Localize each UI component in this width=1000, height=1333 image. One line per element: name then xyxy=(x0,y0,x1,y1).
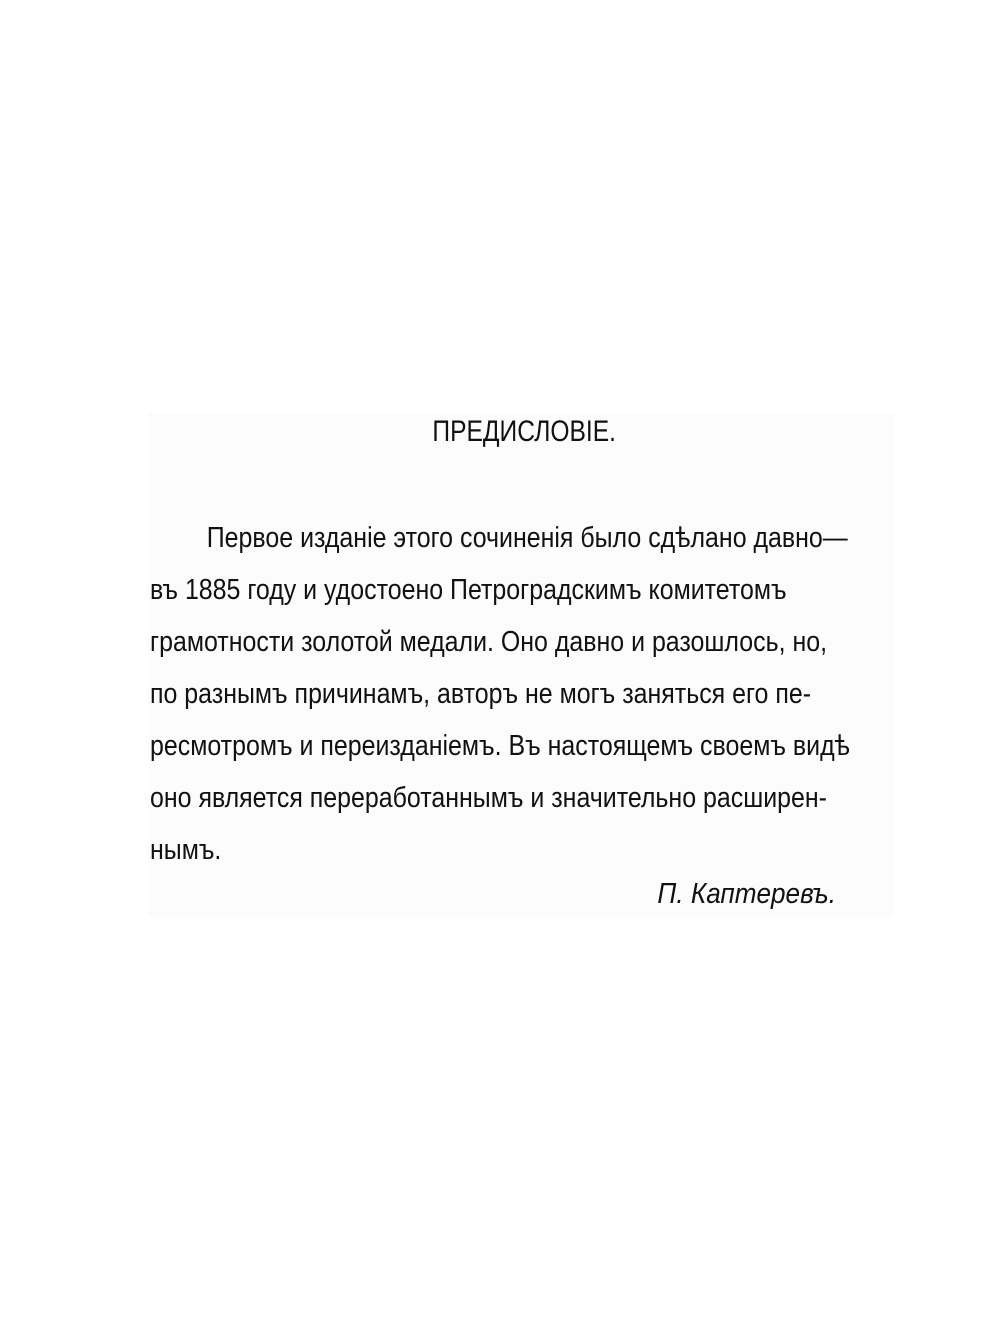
preface-paragraph xyxy=(150,512,890,876)
paragraph-line-text: ресмотромъ и переизданіемъ. Въ настоящемъ своемъ видѣ xyxy=(150,730,850,762)
paragraph-line xyxy=(150,616,890,668)
paragraph-line-text: оно является переработаннымъ и значительно расширен- xyxy=(150,782,827,814)
paragraph-line xyxy=(150,824,890,876)
paragraph-line-text: въ 1885 году и удостоено Петроградскимъ комитетомъ xyxy=(150,574,787,606)
paragraph-line-text: Первое изданіе этого сочиненія было сдѣлано давно— xyxy=(206,522,848,554)
paragraph-line xyxy=(150,512,890,564)
paragraph-line xyxy=(150,720,890,772)
paragraph-line-text: нымъ. xyxy=(150,834,222,866)
paragraph-line-text: по разнымъ причинамъ, авторъ не могъ заняться его пе- xyxy=(150,678,812,710)
preface-title: ПРЕДИСЛОВІЕ. xyxy=(432,415,616,448)
paragraph-line xyxy=(150,772,890,824)
paragraph-line xyxy=(150,564,890,616)
paragraph-line-text: грамотности золотой медали. Оно давно и разошлось, но, xyxy=(150,626,828,658)
author-signature: П. Каптеревъ. xyxy=(657,878,836,910)
paragraph-line xyxy=(150,668,890,720)
